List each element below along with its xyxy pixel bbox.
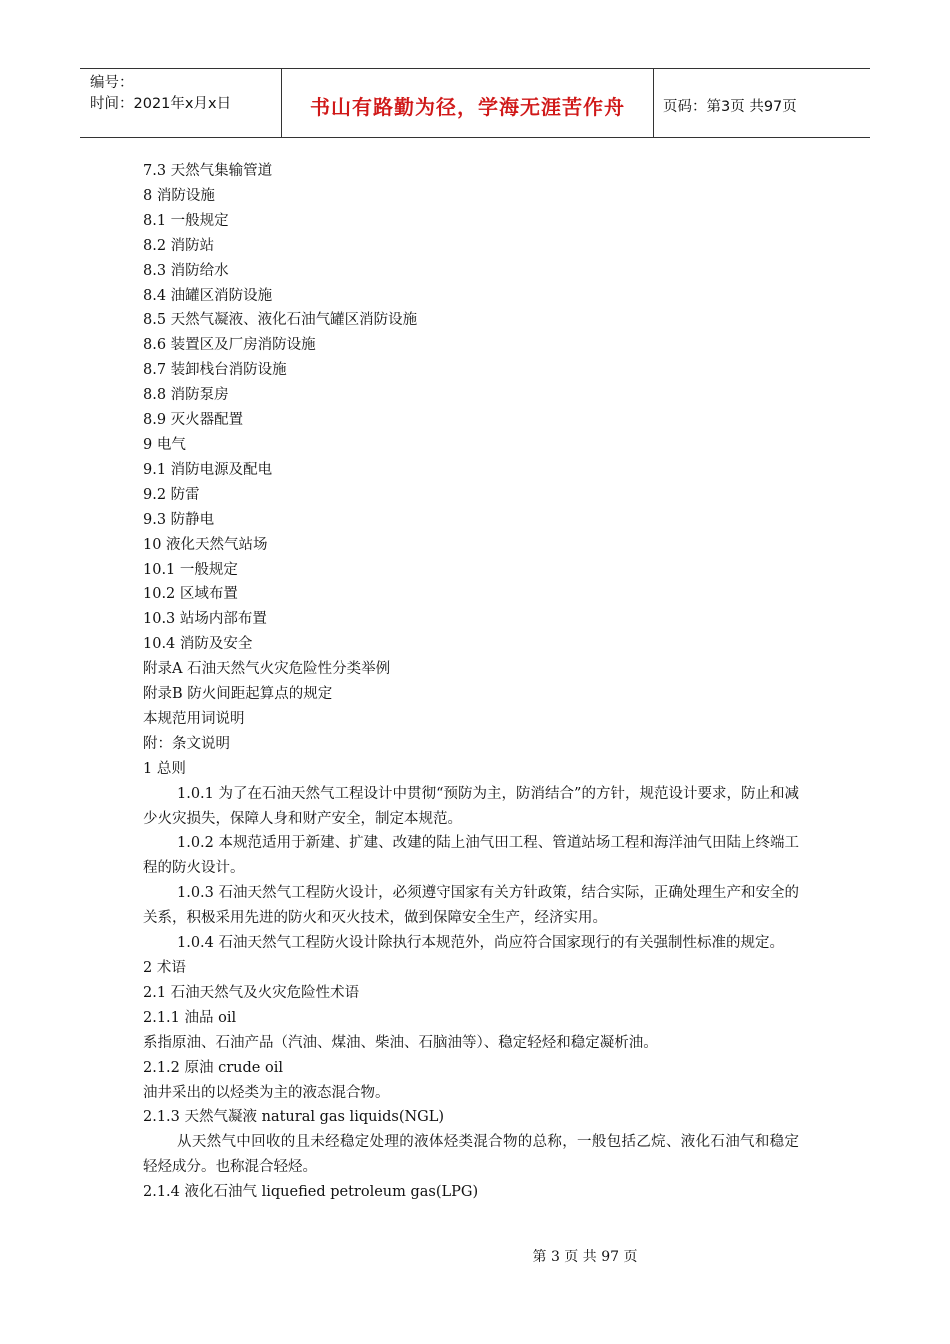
toc-line: 8.8 消防泵房 xyxy=(143,387,229,404)
toc-line: 2.1 石油天然气及火灾危险性术语 xyxy=(143,984,360,1001)
body-paragraph: 1.0.2 本规范适用于新建、扩建、改建的陆上油气田工程、管道站场工程和海洋油气田陆上终端工程的防火设计。 xyxy=(143,835,799,877)
toc-line: 8 消防设施 xyxy=(143,187,215,204)
document-number-label: 编号： xyxy=(90,75,134,91)
toc-line: 10.4 消防及安全 xyxy=(143,636,253,653)
definition-text: 系指原油、石油产品（汽油、煤油、柴油、石脑油等）、稳定轻烃和稳定凝析油。 xyxy=(143,1034,658,1051)
document-time-label: 时间：2021年x月x日 xyxy=(90,96,232,112)
toc-line: 附：条文说明 xyxy=(143,735,230,752)
toc-line: 7.3 天然气集输管道 xyxy=(143,163,273,179)
toc-line: 8.2 消防站 xyxy=(143,237,215,254)
toc-line: 本规范用词说明 xyxy=(143,710,245,727)
toc-line: 10 液化天然气站场 xyxy=(143,536,268,553)
header-motto: 书山有路勤为径，学海无涯苦作舟 xyxy=(282,69,654,137)
toc-line: 10.2 区域布置 xyxy=(143,586,238,603)
toc-line: 2.1.1 油品 oil xyxy=(143,1009,237,1026)
toc-line: 9.2 防雷 xyxy=(143,486,200,503)
toc-line: 1 总则 xyxy=(143,760,186,777)
toc-line: 附录B 防火间距起算点的规定 xyxy=(143,686,333,703)
toc-line: 2 术语 xyxy=(143,960,186,976)
toc-line: 8.1 一般规定 xyxy=(143,212,229,229)
body-paragraph: 1.0.3 石油天然气工程防火设计，必须遵守国家有关方针政策，结合实际，正确处理生产和安全的关系，积极采用先进的防火和灭火技术，做到保障安全生产，经济实用。 xyxy=(143,885,799,927)
toc-line: 8.3 消防给水 xyxy=(143,262,229,279)
toc-line: 8.9 灭火器配置 xyxy=(143,412,244,429)
definition-text: 油井采出的以烃类为主的液态混合物。 xyxy=(143,1084,390,1101)
body-paragraph: 1.0.4 石油天然气工程防火设计除执行本规范外，尚应符合国家现行的有关强制性标准的规定。 xyxy=(177,935,784,952)
header-left-cell xyxy=(80,69,282,137)
page-header xyxy=(80,68,870,138)
toc-line: 8.5 天然气凝液、液化石油气罐区消防设施 xyxy=(143,312,418,329)
toc-line: 2.1.3 天然气凝液 natural gas liquids(NGL) xyxy=(143,1109,445,1126)
body-paragraph: 1.0.1 为了在石油天然气工程设计中贯彻“预防为主，防消结合”的方针，规范设计要求，防止和减少火灾损失，保障人身和财产安全，制定本规范。 xyxy=(143,785,799,827)
toc-line: 10.1 一般规定 xyxy=(143,561,238,578)
body-paragraph: 从天然气中回收的且未经稳定处理的液体烃类混合物的总称，一般包括乙烷、液化石油气和稳定轻烃成分。也称混合轻烃。 xyxy=(143,1134,799,1176)
toc-line: 8.4 油罐区消防设施 xyxy=(143,287,273,304)
toc-line: 8.6 装置区及厂房消防设施 xyxy=(143,337,316,354)
toc-line: 8.7 装卸栈台消防设施 xyxy=(143,362,287,379)
toc-line: 2.1.4 液化石油气 liquefied petroleum gas(LPG) xyxy=(143,1184,479,1201)
header-page-info: 页码：第3页 共97页 xyxy=(663,98,797,115)
toc-line: 2.1.2 原油 crude oil xyxy=(143,1059,283,1076)
toc-line: 9.1 消防电源及配电 xyxy=(143,461,273,478)
toc-line: 9 电气 xyxy=(143,436,186,453)
document-body xyxy=(143,159,799,1205)
page-footer: 第 3 页 共 97 页 xyxy=(532,1249,638,1265)
toc-line: 附录A 石油天然气火灾危险性分类举例 xyxy=(143,661,391,678)
toc-line: 10.3 站场内部布置 xyxy=(143,611,267,628)
toc-line: 9.3 防静电 xyxy=(143,511,215,528)
